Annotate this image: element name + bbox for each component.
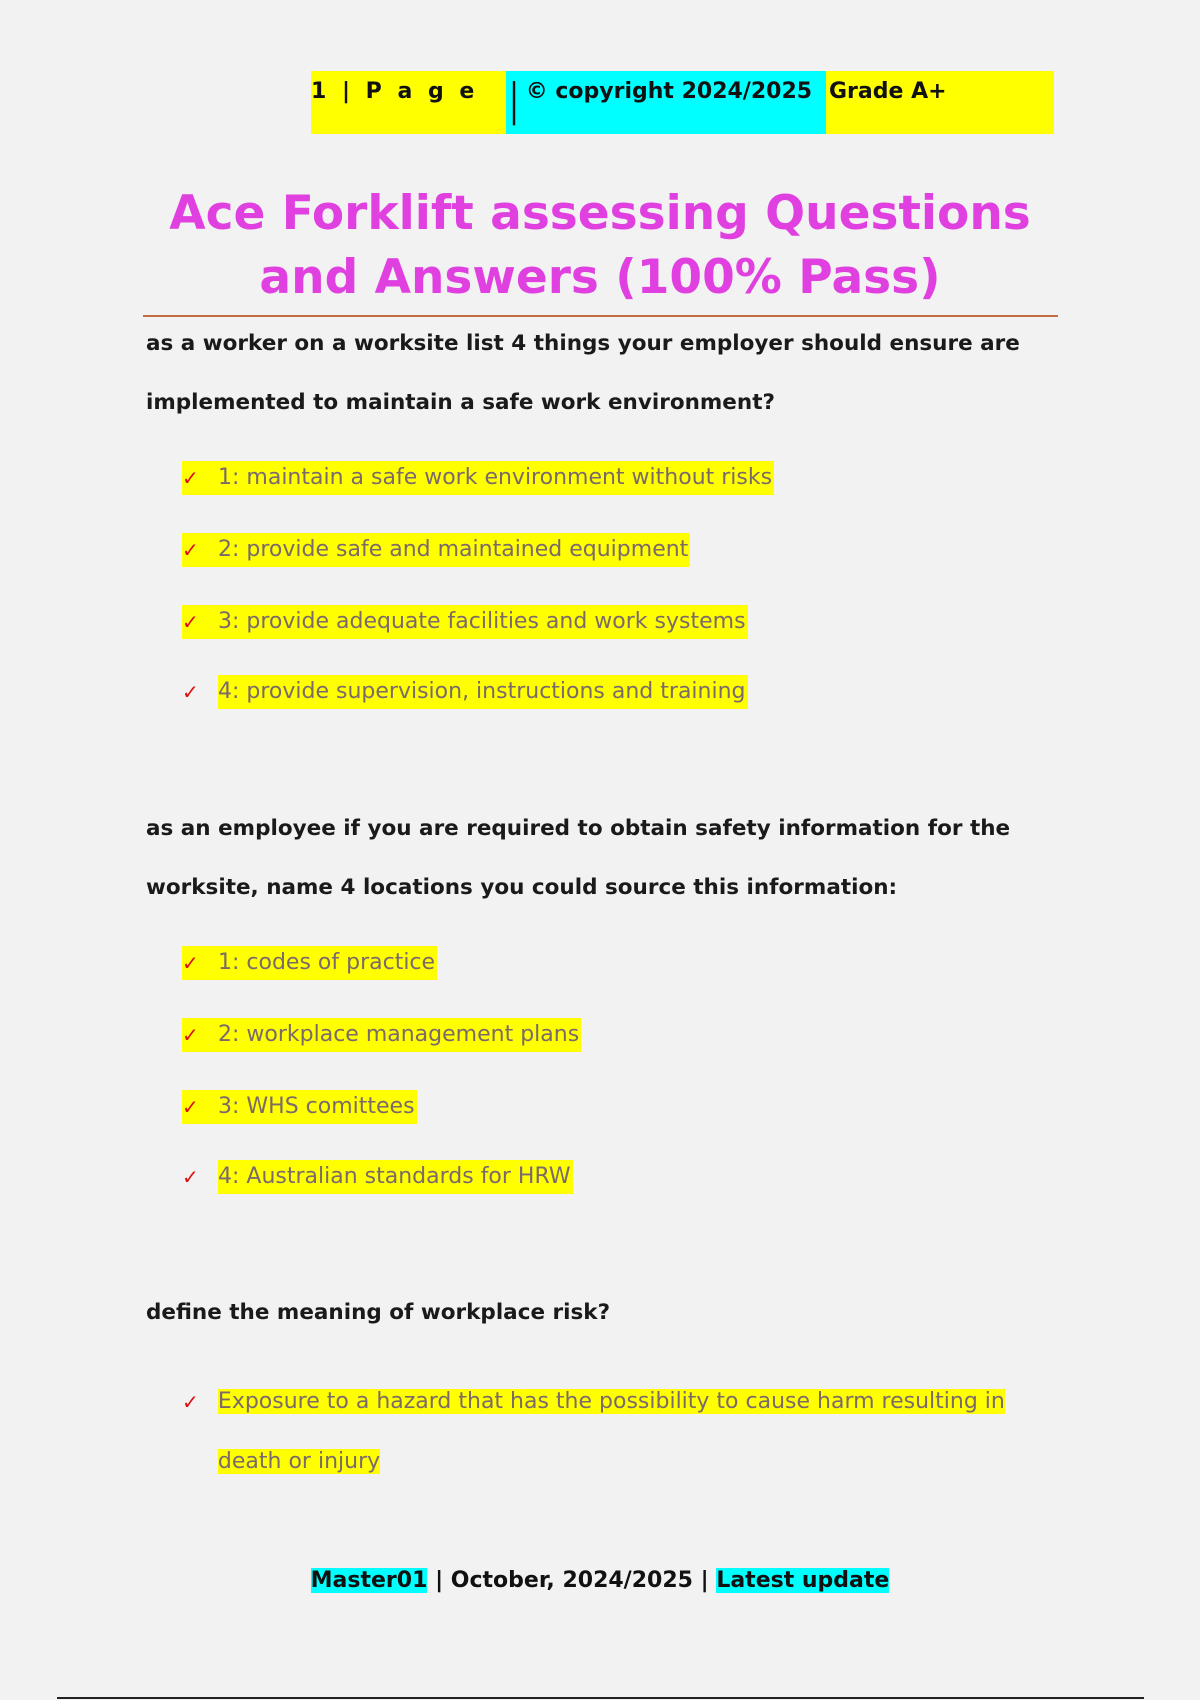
check-icon: ✓: [182, 605, 218, 639]
answer-text: 1: codes of practice: [218, 946, 437, 980]
answer-2-2: [182, 1018, 581, 1052]
date-label: | October, 2024/2025 |: [435, 1568, 709, 1593]
answer-3-1: [182, 1372, 1042, 1492]
answer-text: Exposure to a hazard that has the possibility to cause harm resulting in death or injury: [217, 1389, 1005, 1474]
bottom-divider: [57, 1697, 1144, 1699]
answer-2-4: [182, 1160, 573, 1194]
answer-1-1: [182, 461, 774, 495]
check-icon: ✓: [182, 946, 218, 980]
question-2: as an employee if you are required to obtain safety information for the worksite, name 4 locations you could source this information:: [146, 816, 1011, 900]
check-icon: ✓: [182, 1018, 218, 1052]
check-icon: ✓: [182, 461, 218, 495]
grade-label: Grade A+: [826, 71, 1054, 134]
question-3: define the meaning of workplace risk?: [146, 1300, 611, 1325]
copyright-label: | © copyright 2024/2025 |: [506, 71, 826, 134]
answer-2-3: [182, 1090, 417, 1124]
answer-1-4: [182, 675, 748, 709]
answer-2-1: [182, 946, 437, 980]
page-footer: [0, 1568, 1200, 1593]
check-icon: ✓: [182, 1165, 199, 1189]
answer-text: 2: workplace management plans: [218, 1018, 581, 1052]
document-title: Ace Forklift assessing Questions and Answers (100% Pass): [169, 186, 1031, 305]
page-number: 1 | P a g e: [311, 71, 506, 134]
check-icon: ✓: [182, 680, 199, 704]
answer-text: 3: WHS comittees: [218, 1090, 417, 1124]
answer-text: 3: provide adequate facilities and work systems: [218, 605, 748, 639]
answer-text: 1: maintain a safe work environment without risks: [218, 461, 774, 495]
answer-text: 2: provide safe and maintained equipment: [218, 533, 690, 567]
check-icon: ✓: [182, 1090, 218, 1124]
question-1: as a worker on a worksite list 4 things your employer should ensure are implemented to maintain a safe work environment?: [146, 331, 1020, 415]
author-label: Master01: [310, 1568, 428, 1593]
check-icon: ✓: [182, 1390, 199, 1414]
page-header: [311, 71, 1054, 134]
answer-1-2: [182, 533, 690, 567]
update-status: Latest update: [716, 1568, 890, 1593]
answer-1-3: [182, 605, 748, 639]
answer-text: 4: Australian standards for HRW: [218, 1160, 573, 1194]
answer-text: 4: provide supervision, instructions and training: [218, 675, 748, 709]
check-icon: ✓: [182, 533, 218, 567]
